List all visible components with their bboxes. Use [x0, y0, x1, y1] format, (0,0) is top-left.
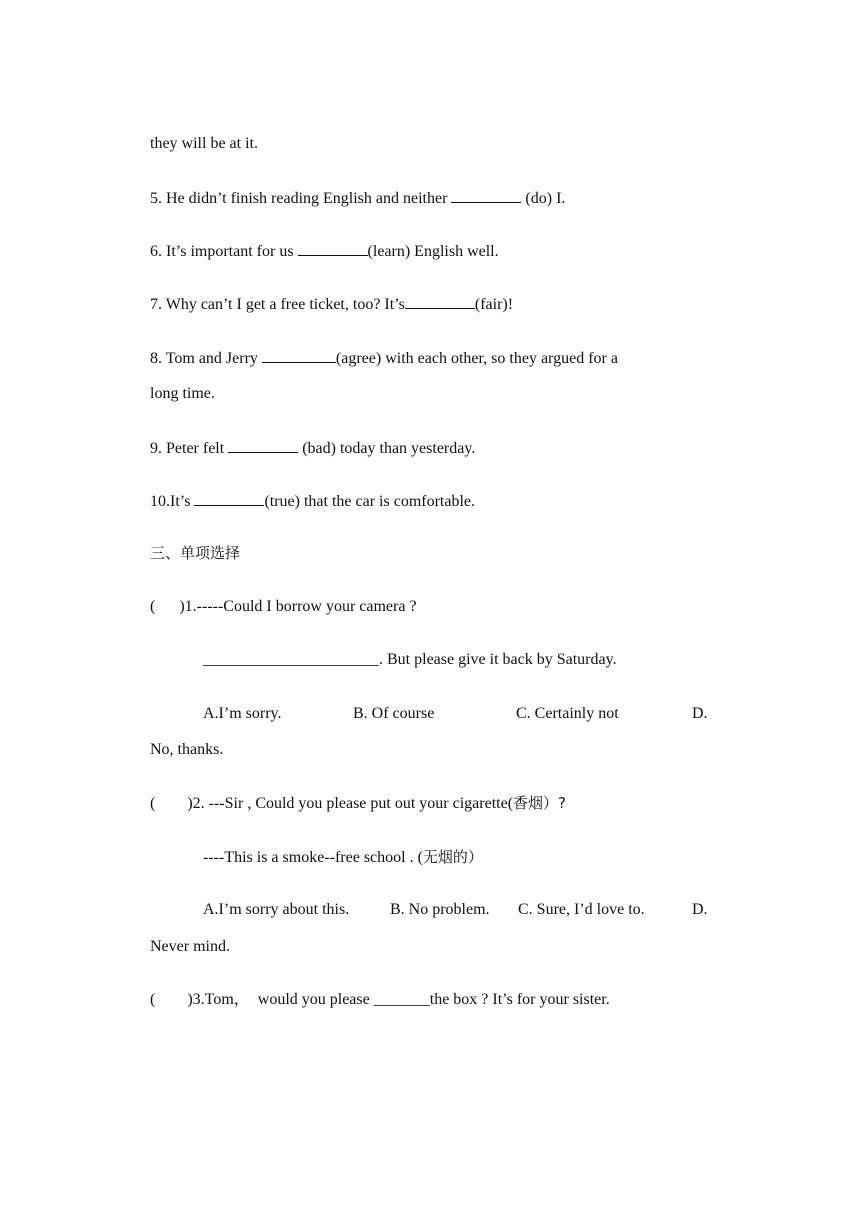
text-line [150, 134, 258, 154]
question-9 [150, 437, 475, 459]
option-d-text[interactable]: No, thanks. [150, 741, 224, 758]
question-text: ） [467, 848, 483, 866]
answer-blank[interactable] [298, 240, 368, 256]
question-5 [150, 187, 565, 209]
question-7 [150, 293, 513, 315]
answer-blank[interactable] [451, 187, 521, 203]
mc-question-1-reply [203, 650, 617, 670]
question-text: the box ? It’s for your sister. [429, 991, 610, 1008]
question-text: (do) I. [521, 190, 566, 207]
option-b[interactable]: B. No problem. [390, 901, 490, 918]
question-text: (bad) today than yesterday. [298, 440, 476, 457]
mc-question-3 [150, 990, 610, 1010]
question-text: (true) that the car is comfortable. [264, 493, 476, 510]
text-line-content: they will be at it. [150, 135, 258, 152]
option-d-text[interactable]: Never mind. [150, 938, 230, 955]
question-text: long time. [150, 385, 215, 402]
question-text: 7. Why can’t I get a free ticket, too? It’s [150, 296, 405, 313]
option-d[interactable]: D. [692, 901, 708, 918]
answer-blank[interactable] [194, 490, 264, 506]
question-text: ( )1.-----Could I borrow your camera ? [150, 598, 417, 615]
question-text: 10.It’s [150, 493, 195, 510]
question-text: (fair)! [474, 296, 514, 313]
question-6 [150, 240, 499, 262]
question-8-continued [150, 384, 215, 404]
question-text: 9. Peter felt [150, 440, 229, 457]
answer-blank[interactable]: _______ [373, 991, 430, 1008]
section-title: 三、单项选择 [150, 544, 241, 562]
question-text: ）? [543, 794, 567, 812]
answer-blank[interactable]: ______________________ [203, 651, 379, 668]
mc-question-2 [150, 793, 566, 814]
option-d[interactable]: D. [692, 705, 708, 722]
question-text: ( )2. ---Sir , Could you please put out your cigarette( [150, 795, 514, 812]
answer-blank[interactable] [262, 347, 336, 363]
option-a[interactable]: A.I’m sorry. [203, 705, 282, 722]
question-text: (learn) English well. [367, 243, 499, 260]
mc-question-2-reply [203, 847, 483, 868]
option-c[interactable]: C. Certainly not [516, 705, 619, 722]
option-b[interactable]: B. Of course [353, 705, 435, 722]
question-text: (agree) with each other, so they argued for a [335, 350, 618, 367]
question-text: 6. It’s important for us [150, 243, 298, 260]
question-text: ( )3.Tom， would you please [150, 991, 374, 1008]
question-text: . But please give it back by Saturday. [379, 651, 617, 668]
option-c[interactable]: C. Sure, I’d love to. [518, 901, 645, 918]
question-10 [150, 490, 475, 512]
chinese-gloss: 无烟的 [422, 848, 468, 866]
question-8 [150, 347, 618, 369]
mc-question-1 [150, 597, 417, 617]
option-a[interactable]: A.I’m sorry about this. [203, 901, 350, 918]
question-text: 8. Tom and Jerry [150, 350, 262, 367]
answer-blank[interactable] [228, 437, 298, 453]
section-heading [150, 543, 240, 563]
answer-blank[interactable] [405, 293, 475, 309]
chinese-gloss: 香烟 [513, 794, 544, 812]
question-text: 5. He didn’t finish reading English and neither [150, 190, 452, 207]
question-text: ----This is a smoke--free school . ( [203, 849, 423, 866]
